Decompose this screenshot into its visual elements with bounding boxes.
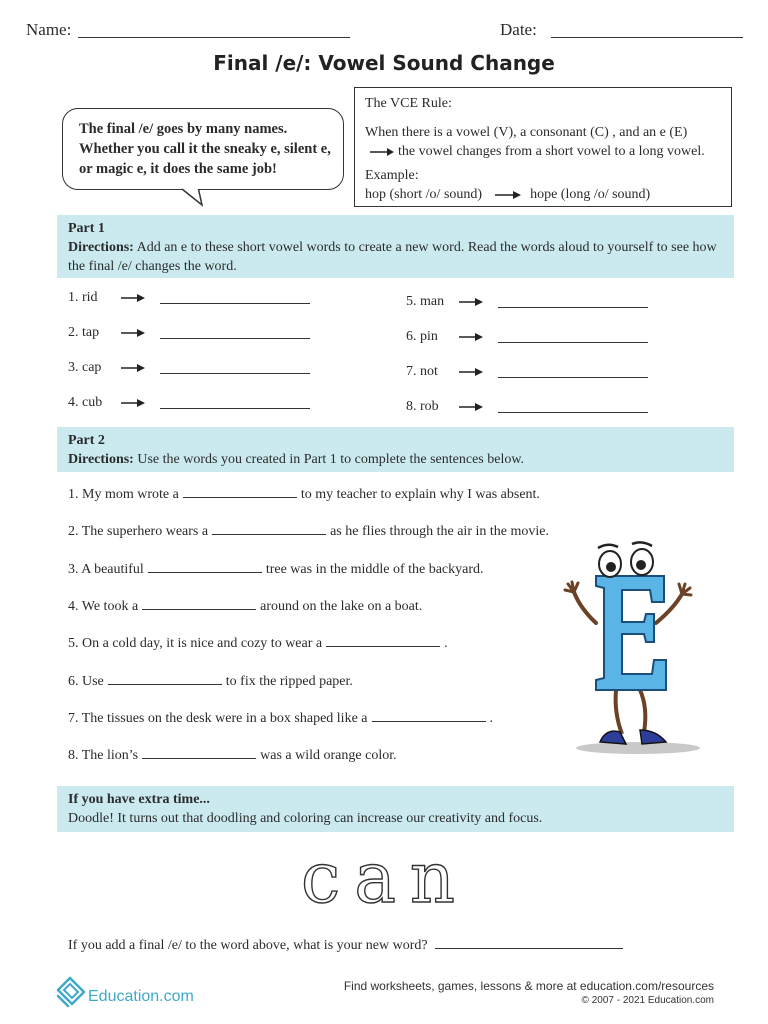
extra-title: If you have extra time...: [68, 792, 210, 807]
letter-e-mascot: [556, 538, 706, 760]
vce-rule-box: [354, 87, 732, 207]
arrow-wrap: [458, 402, 484, 412]
page-title: Final /e/: Vowel Sound Change: [213, 51, 555, 75]
arrow-wrap: [120, 363, 146, 373]
word-label: 8. rob: [406, 399, 439, 414]
sentence-after: to my teacher to explain why I was absent.: [300, 487, 540, 502]
sentence-blank-field[interactable]: [183, 486, 297, 498]
sentence-blank-field[interactable]: [108, 673, 222, 685]
bubble-text: The final /e/ goes by many names. Whether you call it the sneaky e, silent e, or magic e, it does the same job!: [79, 121, 331, 177]
magic-e-bubble: [62, 108, 344, 190]
arrow-wrap: [120, 293, 146, 303]
arrow-right-icon: [369, 147, 395, 157]
footer-brand[interactable]: Education.com: [88, 988, 194, 1005]
rule-line-2: the vowel changes from a short vowel to a long vowel.: [398, 144, 705, 159]
rule-heading: The VCE Rule:: [365, 96, 452, 111]
arrow-right-icon: [120, 293, 146, 303]
word-answer-field[interactable]: [498, 296, 648, 308]
sentence-after: as he flies through the air in the movie.: [330, 524, 549, 540]
date-label: Date:: [500, 20, 537, 39]
sentence-row: [68, 709, 493, 729]
sentence-before: 8. The lion’s: [68, 748, 139, 764]
sentence-blank-field[interactable]: [148, 561, 262, 573]
sentence-row: [68, 672, 353, 692]
arrow-wrap: [120, 328, 146, 338]
sentence-blank-field[interactable]: [372, 710, 486, 722]
arrow-right-icon: [458, 367, 484, 377]
rule-line-2-row: [365, 142, 721, 161]
arrow-wrap: [458, 297, 484, 307]
final-question-row: [68, 937, 623, 954]
part1-title: Part 1: [68, 221, 105, 236]
sentence-blank-field[interactable]: [142, 747, 256, 759]
extra-text: Doodle! It turns out that doodling and coloring can increase our creativity and focus.: [68, 811, 543, 826]
word-label: 6. pin: [406, 329, 438, 344]
part1-directions: Add an e to these short vowel words to create a new word. Read the words aloud to yourself to see how the final /e/ changes the word.: [68, 240, 717, 274]
word-answer-field[interactable]: [160, 327, 310, 339]
word-answer-field[interactable]: [160, 397, 310, 409]
sentence-before: 2. The superhero wears a: [68, 524, 209, 540]
example-long: hope (long /o/ sound): [530, 187, 651, 202]
sentence-row: [68, 746, 397, 766]
word-answer-field[interactable]: [160, 362, 310, 374]
sentence-after: to fix the ripped paper.: [225, 673, 353, 689]
sentence-after: .: [444, 636, 448, 652]
example-short: hop (short /o/ sound): [365, 187, 483, 202]
footer-copyright: © 2007 - 2021 Education.com: [581, 995, 714, 1006]
final-answer-field[interactable]: [435, 937, 623, 949]
sentence-after: .: [489, 710, 494, 726]
sentence-blank-field[interactable]: [142, 598, 256, 610]
arrow-wrap: [458, 332, 484, 342]
word-label: 1. rid: [68, 290, 98, 305]
sentence-after: was a wild orange color.: [260, 748, 397, 764]
sentence-after: tree was in the middle of the backyard.: [265, 561, 484, 577]
part2-title: Part 2: [68, 433, 105, 448]
word-item: [68, 358, 310, 378]
word-item: [68, 393, 310, 413]
sentence-blank-field[interactable]: [326, 635, 440, 647]
sentence-row: [68, 634, 448, 654]
word-item: [406, 327, 648, 347]
arrow-right-icon: [120, 328, 146, 338]
word-label: 3. cap: [68, 360, 102, 375]
arrow-right-icon: [458, 332, 484, 342]
word-answer-field[interactable]: [160, 292, 310, 304]
sentence-before: 4. We took a: [68, 598, 139, 614]
word-label: 7. not: [406, 364, 438, 379]
part2-band: [57, 427, 734, 472]
sentence-before: 1. My mom wrote a: [68, 487, 179, 502]
word-answer-field[interactable]: [498, 366, 648, 378]
sentence-row: [68, 560, 484, 580]
example-label: Example:: [365, 168, 419, 183]
example-row: [365, 185, 721, 204]
doodle-word: can: [300, 840, 470, 912]
sentence-before: 6. Use: [68, 673, 104, 689]
word-label: 5. man: [406, 294, 445, 309]
word-answer-field[interactable]: [498, 331, 648, 343]
word-item: [406, 397, 648, 417]
word-label: 4. cub: [68, 395, 103, 410]
part2-directions: Use the words you created in Part 1 to complete the sentences below.: [137, 452, 525, 467]
arrow-right-icon: [120, 363, 146, 373]
arrow-right-icon: [458, 402, 484, 412]
final-question: If you add a final /e/ to the word above, what is your new word?: [68, 938, 428, 953]
sentence-blank-field[interactable]: [212, 523, 326, 535]
arrow-right-icon: [120, 398, 146, 408]
sentence-before: 5. On a cold day, it is nice and cozy to wear a: [68, 636, 323, 652]
word-item: [68, 288, 310, 308]
arrow-wrap: [458, 367, 484, 377]
rule-line-1: When there is a vowel (V), a consonant (C) , and an e (E): [365, 125, 688, 140]
word-item: [406, 292, 648, 312]
part1-band: [57, 215, 734, 278]
sentence-row: [68, 485, 540, 505]
sentence-row: [68, 597, 422, 617]
date-field[interactable]: [551, 37, 743, 38]
arrow-wrap: [120, 398, 146, 408]
word-item: [406, 362, 648, 382]
arrow-right-icon: [458, 297, 484, 307]
part2-directions-label: Directions:: [68, 452, 134, 467]
footer-tagline[interactable]: Find worksheets, games, lessons & more at education.com/resources: [343, 979, 714, 993]
sentence-before: 3. A beautiful: [68, 561, 144, 577]
name-label: Name:: [26, 20, 72, 39]
doodle-word-outline: [280, 840, 490, 912]
education-logo-icon: [50, 970, 90, 1008]
arrow-right-icon: [494, 190, 522, 200]
sentence-before: 7. The tissues on the desk were in a box shaped like a: [68, 710, 368, 726]
sentence-row: [68, 522, 549, 542]
word-answer-field[interactable]: [498, 401, 648, 413]
name-field[interactable]: [78, 37, 350, 38]
word-label: 2. tap: [68, 325, 100, 340]
sentence-after: around on the lake on a boat.: [260, 598, 423, 614]
part1-directions-label: Directions:: [68, 240, 134, 255]
word-item: [68, 323, 310, 343]
extra-time-band: [57, 786, 734, 832]
bubble-tail-icon: [180, 185, 210, 211]
